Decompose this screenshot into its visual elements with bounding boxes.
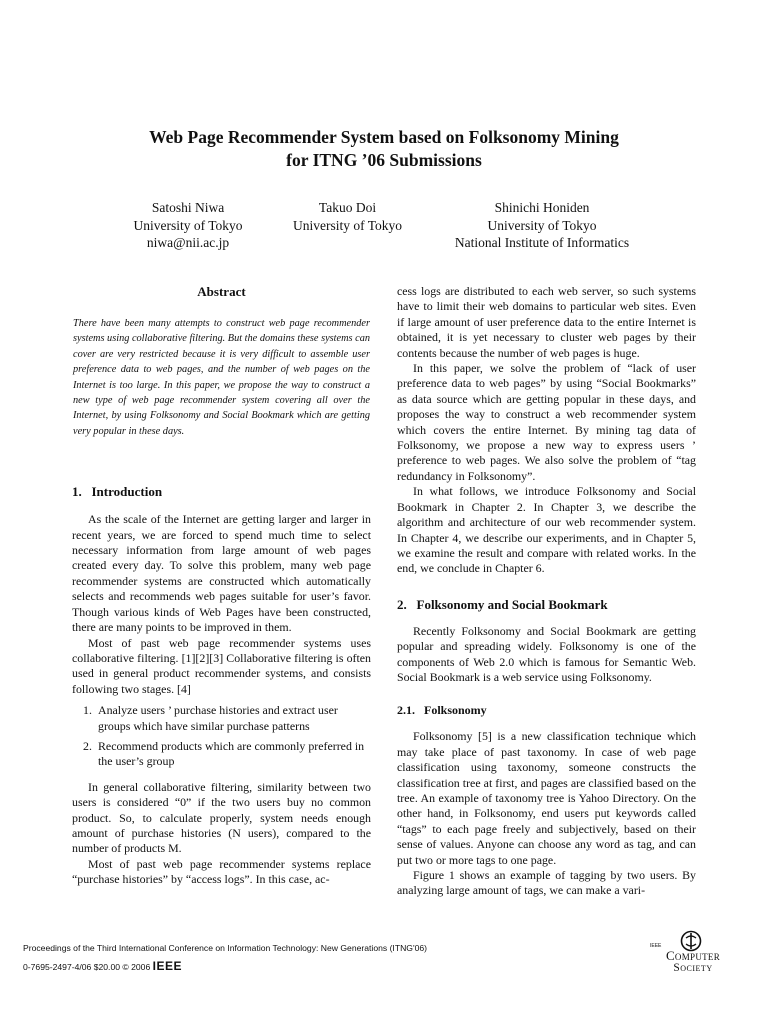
author-1 xyxy=(118,199,258,252)
list-item xyxy=(72,703,371,734)
section2-paragraph-1: Recently Folksonomy and Social Bookmark are getting popular and spreading widely. Folksonomy is one of the components of Web 2.0 which is famous for Semantic Web. Social Bookmark is a web service using Folksonomy. xyxy=(397,623,696,684)
ieee-wordmark: IEEE xyxy=(152,959,182,973)
author-affiliation: University of Tokyo xyxy=(487,217,597,233)
title-line-2: for ITNG ’06 Submissions xyxy=(286,150,482,170)
section-heading-introduction: 1. Introduction xyxy=(72,484,163,500)
list-text: Analyze users ’ purchase histories and extract user groups which have similar purchase patterns xyxy=(98,703,338,733)
author-affiliation: University of Tokyo xyxy=(133,217,243,233)
author-name: Shinichi Honiden xyxy=(494,200,590,215)
folksonomy-paragraph-2: Figure 1 shows an example of tagging by two users. By analyzing large amount of tags, we can make a vari- xyxy=(397,868,696,898)
author-email: niwa@nii.ac.jp xyxy=(146,235,230,250)
copyright-line xyxy=(23,960,182,973)
list-number: 2. xyxy=(83,738,92,753)
right-paragraph-2: In this paper, we solve the problem of “lack of user preference data to web pages” by using “Social Bookmarks” as data source which are getting popular in these days, and proposes the way to construct a web recommender system which covers the entire Internet. By mining tag data of Folksonomy, we propose a new way to express users ’ preference to web pages. We also solve the problem of “tag redundancy in Folksonomy”. xyxy=(397,361,696,483)
intro-paragraph-1: As the scale of the Internet are getting larger and larger in recent years, we are forced to spend much time to select necessary information from large amount of web pages created every day. To solve this problem, many web page recommender systems are constructed which automatically selects and recommends web pages suitable for user’s favor. Though various kinds of Web Pages have been constructed, there are many points to be improved in them. xyxy=(72,512,371,635)
list-number: 1. xyxy=(83,703,92,718)
intro-paragraph-2: Most of past web page recommender systems uses collaborative filtering. [1][2][3] Collaborative filtering is often used in general product recommender systems, and consists following two stages. [4] xyxy=(72,635,371,696)
computer-society-logo xyxy=(640,930,746,976)
abstract-text: There have been many attempts to construct web page recommender systems using collaborative filtering. But the domains these systems can cover are very restricted because it is very difficult to assemble user preference data to web pages, and the number of web pages on the Internet is too large. In this paper, we propose the way to construct a new type of web page recommender system covering all over the Internet, by using Folksonomy and Social Bookmark which are getting very popular in these days. xyxy=(73,318,370,437)
stage-list xyxy=(72,703,371,770)
author-affiliation: University of Tokyo xyxy=(292,217,403,233)
folksonomy-paragraph-1: Folksonomy [5] is a new classification technique which may take place of past taxonomy. In case of web page classification using taxonomy, someone constructs the classification tree at first, and pages are classified based on the tree. An example of taxonomy tree is Yahoo Directory. On the other hand, in Folksonomy, end users put keywords called “tags” to each page freely and subjectively, based on their sense of values. Anyone can choose any word as tag, and can put two or more tags to one page. xyxy=(397,729,696,867)
left-column xyxy=(72,284,371,888)
isbn-price-text: 0-7695-2497-4/06 $20.00 © 2006 xyxy=(23,962,151,972)
subsection-heading-folksonomy: 2.1. Folksonomy xyxy=(397,703,487,718)
right-paragraph-1: cess logs are distributed to each web server, so such systems have to limit their web domains to particular web sites. Even if large amount of user preference data to the entire Internet is obtained, it is yet necessary to cluster web pages by their contents because the number of web pages is huge. xyxy=(397,284,696,360)
right-paragraph-3: In what follows, we introduce Folksonomy and Social Bookmark in Chapter 2. In Chapter 3, we describe the algorithm and architecture of our web recommender system. In Chapter 4, we describe our experiments, and in Chapter 5, we examine the result and compare with related works. In the end, we conclude in Chapter 6. xyxy=(397,484,696,576)
section-heading-folksonomy-social-bookmark: 2. Folksonomy and Social Bookmark xyxy=(397,596,608,612)
list-text: Recommend products which are commonly preferred in the user’s group xyxy=(98,738,365,769)
intro-paragraph-3: In general collaborative filtering, similarity between two users is considered “0” if the two users buy no common product. So, to calculate properly, system needs enough amount of purchase histories (N users), compared to the number of products M. xyxy=(72,779,371,856)
author-name: Satoshi Niwa xyxy=(151,200,225,215)
author-name: Takuo Doi xyxy=(318,200,377,215)
logo-line-1: Computer xyxy=(665,948,721,963)
author-3 xyxy=(437,199,647,252)
right-column xyxy=(397,284,696,899)
author-extra-affiliation: National Institute of Informatics xyxy=(454,235,630,250)
abstract-heading: Abstract xyxy=(197,284,246,299)
author-block xyxy=(0,199,768,259)
logo-line-2: Society xyxy=(673,962,713,974)
paper-title xyxy=(0,126,768,172)
proceedings-line: Proceedings of the Third International Conference on Information Technology: New Generations (ITNG'06) xyxy=(23,943,428,953)
intro-paragraph-4: Most of past web page recommender systems replace “purchase histories” by “access logs”. In this case, ac- xyxy=(72,856,371,887)
list-item xyxy=(72,739,371,770)
title-line-1: Web Page Recommender System based on Folksonomy Mining xyxy=(149,127,619,147)
author-2 xyxy=(280,199,415,234)
logo-ieee-small: IEEE xyxy=(650,943,662,949)
